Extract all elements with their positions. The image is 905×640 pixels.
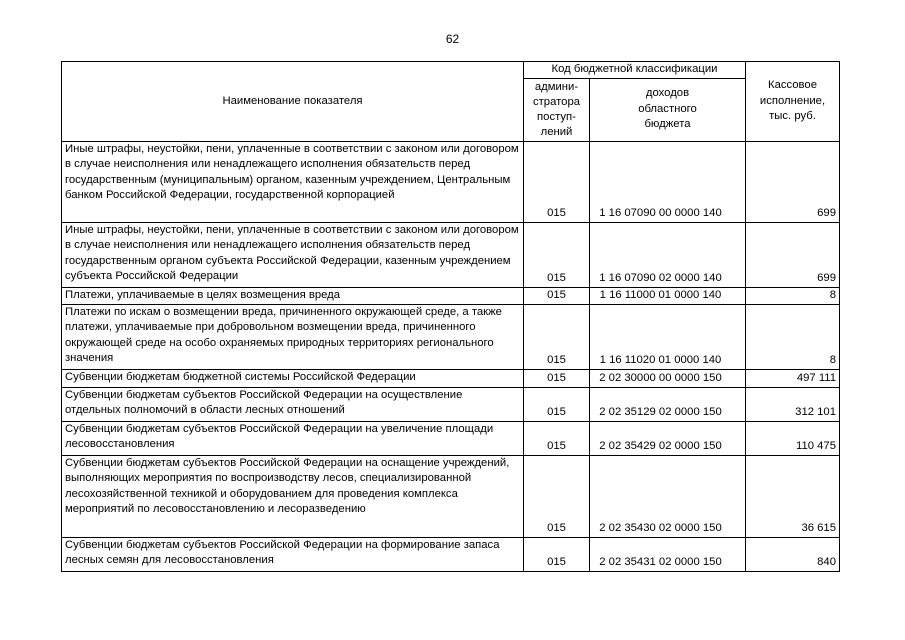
row-revenue-code	[590, 421, 746, 455]
table-row	[62, 387, 840, 421]
row-name: Иные штрафы, неустойки, пени, уплаченные в соответствии с законом или договором в случае неисполнения или ненадлежащего исполнения обязательств перед государственным (муниципальным) органом, казенным учреждением, Центральным банком Российской Федерации, государственной корпорацией	[62, 141, 524, 222]
row-name: Платежи, уплачиваемые в целях возмещения вреда	[62, 287, 524, 304]
table-row	[62, 455, 840, 537]
row-revenue-code-text: 2 02 35429 02 0000 150	[599, 440, 722, 452]
table-row	[62, 537, 840, 571]
row-revenue-code	[590, 455, 746, 537]
row-admin-code: 015	[524, 141, 590, 222]
row-amount: 699	[746, 141, 840, 222]
header-execution: Кассовое исполнение, тыс. руб.	[746, 62, 840, 142]
row-name: Субвенции бюджетам бюджетной системы Российской Федерации	[62, 369, 524, 387]
row-name: Платежи по искам о возмещении вреда, причиненного окружающей среде, а также платежи, уплачиваемые при добровольном возмещении вреда, причиненного окружающей среде на особо охраняемых природных территориях регионального значения	[62, 304, 524, 369]
row-revenue-code	[590, 141, 746, 222]
page-number: 62	[445, 32, 460, 46]
table-row	[62, 287, 840, 304]
row-revenue-code	[590, 304, 746, 369]
row-amount: 8	[746, 304, 840, 369]
header-row-top	[62, 62, 840, 79]
row-amount: 497 111	[746, 369, 840, 387]
row-amount: 8	[746, 287, 840, 304]
row-admin-code: 015	[524, 287, 590, 304]
row-amount: 699	[746, 222, 840, 287]
row-name: Субвенции бюджетам субъектов Российской Федерации на увеличение площади лесовосстановления	[62, 421, 524, 455]
row-admin-code: 015	[524, 369, 590, 387]
row-revenue-code	[590, 222, 746, 287]
row-name: Иные штрафы, неустойки, пени, уплаченные в соответствии с законом или договором в случае неисполнения или ненадлежащего исполнения обязательств перед государственным органом субъекта Российской Федерации, казенным учреждением субъекта Российской Федерации	[62, 222, 524, 287]
budget-table	[61, 61, 840, 572]
row-revenue-code	[590, 369, 746, 387]
row-revenue-code-text: 2 02 30000 00 0000 150	[599, 372, 722, 384]
header-classification: Код бюджетной классификации	[524, 62, 746, 79]
row-name: Субвенции бюджетам субъектов Российской Федерации на осуществление отдельных полномочий в области лесных отношений	[62, 387, 524, 421]
row-revenue-code-text: 2 02 35129 02 0000 150	[599, 406, 722, 418]
row-admin-code: 015	[524, 455, 590, 537]
row-name: Субвенции бюджетам субъектов Российской Федерации на оснащение учреждений, выполняющих мероприятия по воспроизводству лесов, специализированной лесохозяйственной техникой и оборудованием для проведения комплекса мероприятий по лесовосстановлению и лесоразведению	[62, 455, 524, 537]
row-name: Субвенции бюджетам субъектов Российской Федерации на формирование запаса лесных семян для лесовосстановления	[62, 537, 524, 571]
table-row	[62, 222, 840, 287]
row-revenue-code-text: 1 16 11000 01 0000 140	[599, 289, 722, 301]
row-admin-code: 015	[524, 537, 590, 571]
row-admin-code: 015	[524, 304, 590, 369]
header-administrator: админи- стратора поступ- лений	[524, 78, 590, 141]
table-row	[62, 141, 840, 222]
row-amount: 110 475	[746, 421, 840, 455]
table-row	[62, 369, 840, 387]
row-amount: 36 615	[746, 455, 840, 537]
row-revenue-code-text: 1 16 07090 02 0000 140	[599, 272, 722, 284]
table-body	[62, 141, 840, 571]
row-revenue-code-text: 2 02 35431 02 0000 150	[599, 556, 722, 568]
row-revenue-code-text: 1 16 07090 00 0000 140	[599, 207, 722, 219]
row-revenue-code-text: 1 16 11020 01 0000 140	[599, 354, 722, 366]
table-row	[62, 304, 840, 369]
row-admin-code: 015	[524, 387, 590, 421]
row-admin-code: 015	[524, 421, 590, 455]
row-revenue-code	[590, 387, 746, 421]
table-row	[62, 421, 840, 455]
row-admin-code: 015	[524, 222, 590, 287]
row-amount: 840	[746, 537, 840, 571]
header-name: Наименование показателя	[62, 62, 524, 142]
row-revenue-code	[590, 537, 746, 571]
row-amount: 312 101	[746, 387, 840, 421]
header-revenue: доходов областного бюджета	[590, 78, 746, 141]
row-revenue-code-text: 2 02 35430 02 0000 150	[599, 522, 722, 534]
row-revenue-code	[590, 287, 746, 304]
